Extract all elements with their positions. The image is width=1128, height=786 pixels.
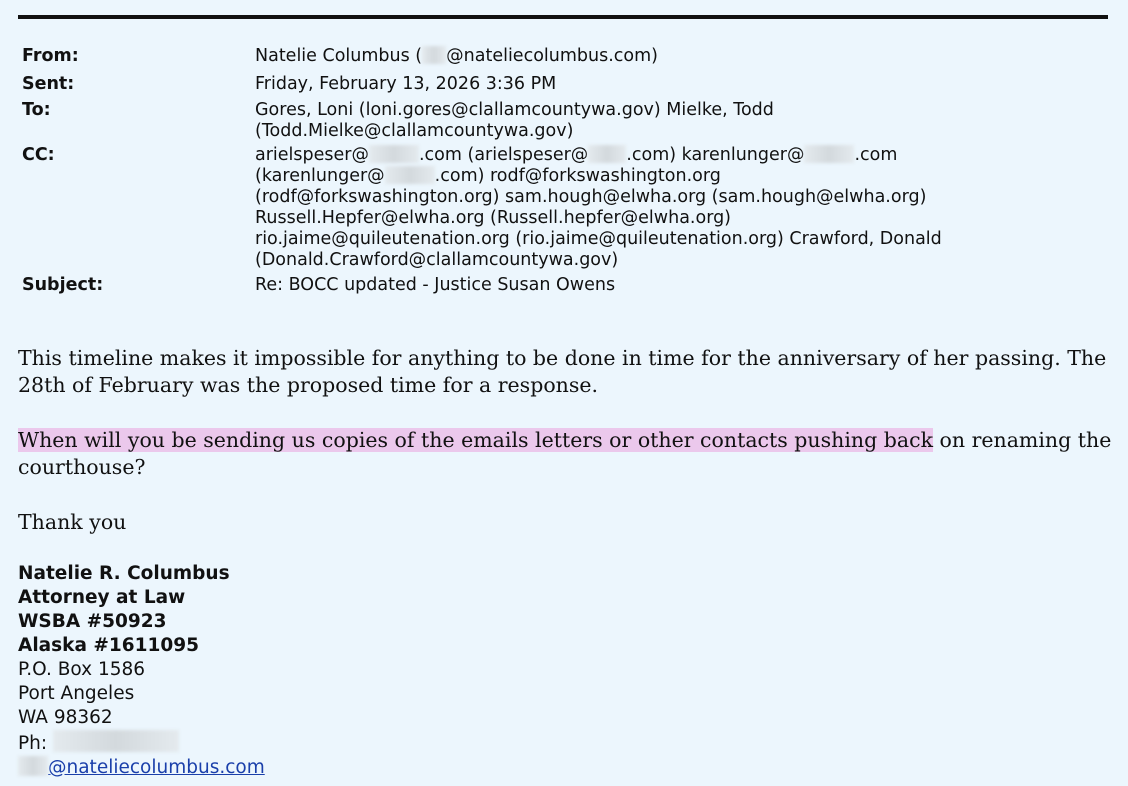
signature-title: Attorney at Law [18,587,186,608]
to-label: To: [22,100,51,120]
from-name: Natelie Columbus ( [255,46,423,66]
cc-label: CC: [22,145,55,165]
body-text: on renaming the courthouse? [18,428,1112,479]
cc-line: Russell.Hepfer@elwha.org (Russell.hepfer@elwha.org) [255,208,732,228]
to-line: Gores, Loni (loni.gores@clallamcountywa.gov) Mielke, Todd [255,100,774,120]
subject-label: Subject: [22,275,104,295]
redacted-username [422,46,446,64]
cc-line: (Donald.Crawford@clallamcountywa.gov) [255,250,619,270]
sent-row [22,74,1102,100]
from-value [255,46,1095,67]
redacted-domain [369,145,419,163]
cc-text: .com [854,145,898,165]
top-divider [18,15,1108,19]
signature-alaska: Alaska #1611095 [18,635,199,656]
signature-wsba: WSBA #50923 [18,611,167,632]
from-label: From: [22,46,79,66]
cc-value [255,145,1095,271]
to-line: (Todd.Mielke@clallamcountywa.gov) [255,121,574,141]
to-value [255,100,1095,142]
cc-line: (rodf@forkswashington.org) sam.hough@elwha.org (sam.hough@elwha.org) [255,187,927,207]
redacted-domain [804,145,854,163]
signature-name: Natelie R. Columbus [18,563,230,584]
cc-row [22,145,1102,275]
redacted-domain [588,145,626,163]
cc-text: arielspeser@ [255,145,369,165]
redacted-domain [385,166,435,184]
signature-email[interactable] [18,756,265,780]
body-paragraph-question [18,427,1113,481]
cc-line [255,145,1095,166]
redacted-email-user [18,756,48,776]
cc-text: .com) rodf@forkswashington.org [434,166,721,186]
from-row [22,46,1102,74]
to-row [22,100,1102,145]
sent-value: Friday, February 13, 2026 3:36 PM [255,74,557,94]
cc-text: .com) karenlunger@ [626,145,805,165]
sent-label: Sent: [22,74,75,94]
signature-state-zip: WA 98362 [18,707,113,728]
signature-block [18,562,265,780]
signature-phone [18,730,265,756]
cc-line: rio.jaime@quileutenation.org (rio.jaime@quileutenation.org) Crawford, Donald [255,229,942,249]
signature-city: Port Angeles [18,683,135,704]
subject-value: Re: BOCC updated - Justice Susan Owens [255,275,616,295]
cc-text: .com (arielspeser@ [418,145,589,165]
closing: Thank you [18,510,127,534]
body-paragraph: This timeline makes it impossible for anything to be done in time for the anniversary of her passing. The 28th of February was the proposed time for a response. [18,346,1107,397]
cc-text: (karenlunger@ [255,166,385,186]
signature-po-box: P.O. Box 1586 [18,659,146,680]
redacted-phone [53,730,179,752]
from-domain: @nateliecolumbus.com) [446,46,658,66]
phone-label: Ph: [18,733,48,754]
email-header [22,46,1102,295]
cc-line [255,166,1095,187]
highlighted-text: When will you be sending us copies of the emails letters or other contacts pushing back [18,428,933,452]
email-link[interactable]: @nateliecolumbus.com [48,757,265,778]
